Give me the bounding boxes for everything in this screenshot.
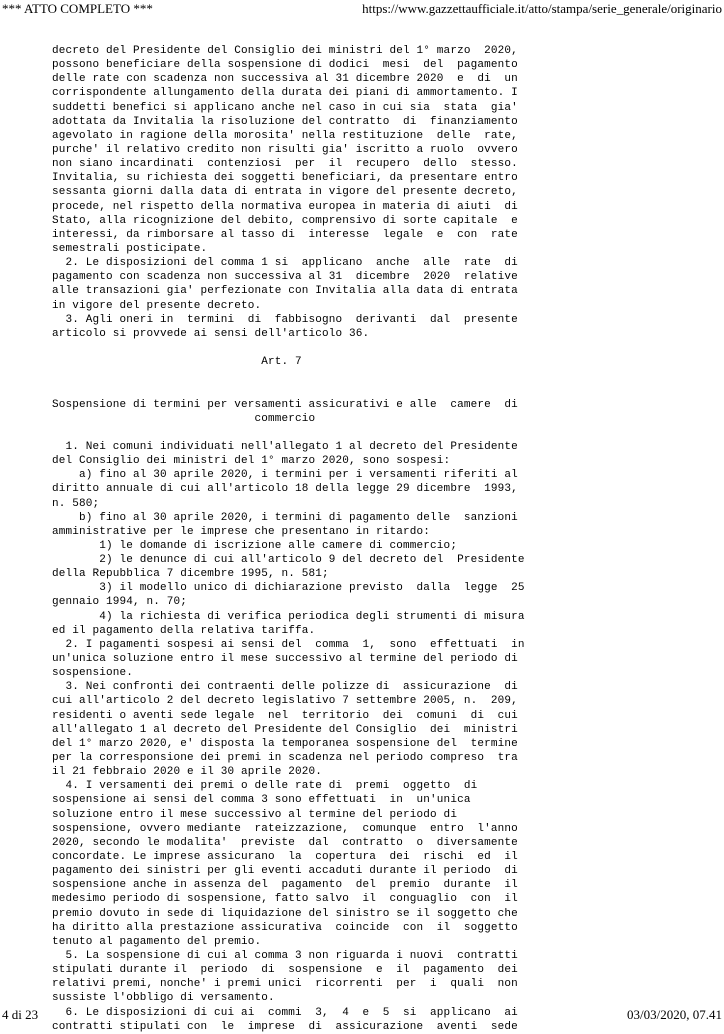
text-line: 2020, secondo le modalita' previste dal contratto o diversamente bbox=[52, 836, 518, 849]
text-line: Invitalia, su richiesta dei soggetti beneficiari, da presentare entro bbox=[52, 172, 518, 185]
text-line: sessanta giorni dalla data di entrata in vigore del presente decreto, bbox=[52, 186, 518, 199]
text-line: tenuto al pagamento del premio. bbox=[52, 935, 262, 948]
header-atto-label: *** ATTO COMPLETO *** bbox=[2, 1, 153, 16]
text-line: all'allegato 1 al decreto del Presidente del Consiglio dei ministri bbox=[52, 723, 518, 736]
text-line: 3. Nei confronti dei contraenti delle polizze di assicurazione di bbox=[52, 681, 518, 694]
text-line: a) fino al 30 aprile 2020, i termini per i versamenti riferiti al bbox=[52, 469, 518, 482]
header-url: https://www.gazzettaufficiale.it/atto/stampa/serie_generale/originario bbox=[362, 1, 722, 16]
text-line: sospensione ai sensi del comma 3 sono effettuati in un'unica bbox=[52, 794, 471, 807]
text-line: 2. I pagamenti sospesi ai sensi del comma 1, sono effettuati in bbox=[52, 638, 525, 651]
document-body bbox=[52, 44, 525, 1034]
text-line: corrispondente allungamento della durata dei piani di ammortamento. I bbox=[52, 87, 518, 100]
text-line: per la corresponsione dei premi in scadenza nel periodo compreso tra bbox=[52, 752, 518, 765]
text-line: 2. Le disposizioni del comma 1 si applicano anche alle rate di bbox=[52, 257, 518, 270]
text-line: 6. Le disposizioni di cui ai commi 3, 4 e 5 si applicano ai bbox=[52, 1006, 518, 1019]
text-line: un'unica soluzione entro il mese successivo al termine del periodo di bbox=[52, 653, 518, 666]
text-line: della Repubblica 7 dicembre 1995, n. 581; bbox=[52, 568, 329, 581]
text-line: 4) la richiesta di verifica periodica degli strumenti di misura bbox=[52, 610, 525, 623]
text-line: pagamento con scadenza non successiva al 31 dicembre 2020 relative bbox=[52, 271, 518, 284]
text-line: interessi, da rimborsare al tasso di interesse legale e con rate bbox=[52, 228, 518, 241]
text-line bbox=[52, 341, 525, 355]
text-line: commercio bbox=[52, 412, 316, 425]
text-line: 1. Nei comuni individuati nell'allegato 1 al decreto del Presidente bbox=[52, 440, 518, 453]
text-line: concordate. Le imprese assicurano la copertura dei rischi ed il bbox=[52, 851, 518, 864]
text-line: il 21 febbraio 2020 e il 30 aprile 2020. bbox=[52, 766, 323, 779]
text-line: residenti o aventi sede legale nel territorio dei comuni di cui bbox=[52, 709, 518, 722]
text-line: n. 580; bbox=[52, 497, 100, 510]
text-line bbox=[52, 369, 525, 383]
text-line: contratti stipulati con le imprese di assicurazione aventi sede bbox=[52, 1020, 518, 1033]
text-line: decreto del Presidente del Consiglio dei ministri del 1° marzo 2020, bbox=[52, 45, 518, 57]
text-line: sospensione, ovvero mediante rateizzazione, comunque entro l'anno bbox=[52, 822, 518, 835]
text-line: possono beneficiare della sospensione di dodici mesi del pagamento bbox=[52, 59, 518, 72]
text-line: in vigore del presente decreto. bbox=[52, 299, 262, 312]
text-line: 2) le denunce di cui all'articolo 9 del decreto del Presidente bbox=[52, 554, 525, 567]
text-line: b) fino al 30 aprile 2020, i termini di pagamento delle sanzioni bbox=[52, 511, 518, 524]
text-line: cui all'articolo 2 del decreto legislativo 7 settembre 2005, n. 209, bbox=[52, 695, 518, 708]
text-line: Stato, alla ricognizione del debito, comprensivo di sorte capitale e bbox=[52, 214, 518, 227]
text-line: pagamento dei sinistri per gli eventi accaduti durante il periodo di bbox=[52, 865, 518, 878]
text-line: purche' il relativo credito non risulti gia' iscritto a ruolo ovvero bbox=[52, 143, 518, 156]
text-line: 5. La sospensione di cui al comma 3 non riguarda i nuovi contratti bbox=[52, 950, 518, 962]
text-line: delle rate con scadenza non successiva al 31 dicembre 2020 e di un bbox=[52, 73, 518, 86]
text-line: 1) le domande di iscrizione alle camere di commercio; bbox=[52, 539, 458, 552]
text-line: 3. Agli oneri in termini di fabbisogno derivanti dal presente bbox=[52, 313, 518, 326]
text-line: articolo si provvede ai sensi dell'articolo 36. bbox=[52, 327, 370, 340]
text-line: sussiste l'obbligo di versamento. bbox=[52, 992, 275, 1005]
text-line: adottata da Invitalia la risoluzione del contratto di finanziamento bbox=[52, 115, 518, 128]
text-line: gennaio 1994, n. 70; bbox=[52, 596, 188, 609]
text-line: semestrali posticipate. bbox=[52, 242, 208, 255]
page-counter: 4 di 23 bbox=[2, 1007, 39, 1022]
text-line: relativi premi, nonche' i premi unici ricorrenti per i quali non bbox=[52, 978, 518, 991]
text-line: sospensione anche in assenza del pagamento del premio durante il bbox=[52, 879, 518, 892]
text-line: alle transazioni gia' perfezionate con Invitalia alla data di entrata bbox=[52, 285, 518, 298]
print-datetime: 03/03/2020, 07.41 bbox=[627, 1007, 722, 1022]
text-line: soluzione entro il mese successivo al termine del periodo di bbox=[52, 808, 458, 821]
text-line: Sospensione di termini per versamenti assicurativi e alle camere di bbox=[52, 398, 518, 411]
text-line: Art. 7 bbox=[52, 356, 302, 369]
text-line bbox=[52, 426, 525, 440]
text-line: diritto annuale di cui all'articolo 18 della legge 29 dicembre 1993, bbox=[52, 483, 518, 496]
text-line: amministrative per le imprese che presentano in ritardo: bbox=[52, 525, 431, 538]
text-line: stipulati durante il periodo di sospensione e il pagamento dei bbox=[52, 964, 518, 977]
text-line: medesimo periodo di sospensione, fatto salvo il conguaglio con il bbox=[52, 893, 518, 906]
text-line: ed il pagamento della relativa tariffa. bbox=[52, 624, 316, 637]
text-line bbox=[52, 383, 525, 397]
text-line: suddetti benefici si applicano anche nel caso in cui sia stata gia' bbox=[52, 101, 518, 114]
text-line: premio dovuto in sede di liquidazione del sinistro se il soggetto che bbox=[52, 907, 518, 920]
text-line: non siano incardinati contenziosi per il recupero dello stesso. bbox=[52, 158, 518, 171]
text-line: 3) il modello unico di dichiarazione previsto dalla legge 25 bbox=[52, 582, 525, 595]
text-line: 4. I versamenti dei premi o delle rate di premi oggetto di bbox=[52, 780, 478, 793]
text-line: ha diritto alla prestazione assicurativa coincide con il soggetto bbox=[52, 921, 518, 934]
text-line: procede, nel rispetto della normativa europea in materia di aiuti di bbox=[52, 200, 518, 213]
text-line: sospensione. bbox=[52, 667, 134, 680]
text-line: del Consiglio dei ministri del 1° marzo 2020, sono sospesi: bbox=[52, 455, 451, 468]
text-line: agevolato in ragione della morosita' nella restituzione delle rate, bbox=[52, 129, 518, 142]
text-line: del 1° marzo 2020, e' disposta la temporanea sospensione del termine bbox=[52, 737, 518, 750]
